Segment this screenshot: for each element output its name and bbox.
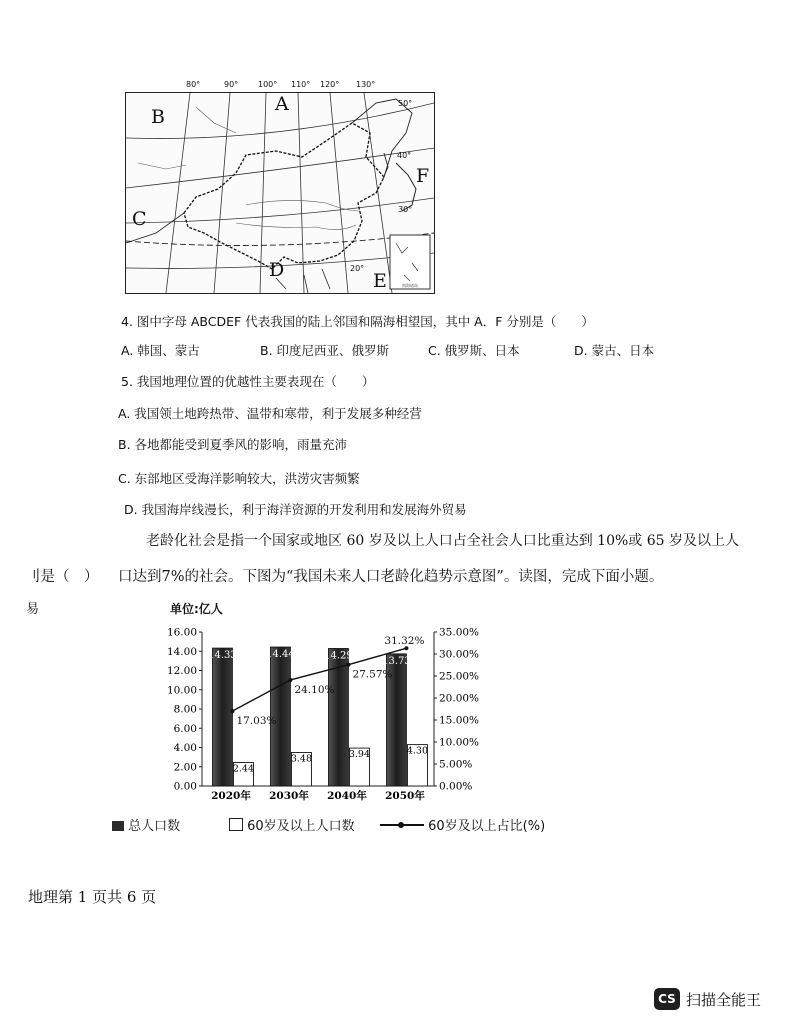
svg-text:南海诸岛: 南海诸岛 <box>402 283 418 288</box>
left-tick-label: 12.00 <box>166 665 197 677</box>
margin-mark: 易 <box>26 602 40 617</box>
question-4-options <box>121 341 654 359</box>
map-letter-b: B <box>151 106 165 128</box>
legend-elderly <box>229 815 355 834</box>
passage-line-2-left: 刂是（ ） <box>26 569 99 585</box>
bar-total-label: 14.29 <box>324 650 353 662</box>
ratio-point <box>230 709 234 713</box>
bar-elderly-label: 4.30 <box>406 745 429 757</box>
lon-label-80: 80° <box>186 80 201 89</box>
lat-label-40: 40° <box>397 151 412 160</box>
lon-label-110: 110° <box>291 80 311 89</box>
lat-label-30: 30° <box>398 205 413 214</box>
left-tick-label: 0.00 <box>173 780 197 793</box>
bar-total-population <box>212 648 232 786</box>
bar-total-label: 14.44 <box>266 649 295 661</box>
lon-label-90: 90° <box>224 80 239 89</box>
ratio-label: 27.57% <box>352 668 393 681</box>
passage-line-1: 老龄化社会是指一个国家或地区 60 岁及以上人口占全社会人口比重达到 10%或 65 岁及以上人 <box>146 533 739 549</box>
left-tick-label: 2.00 <box>173 761 197 774</box>
legend-ratio <box>380 815 545 834</box>
lat-label-20: 20° <box>350 264 365 273</box>
left-tick-label: 4.00 <box>173 742 197 754</box>
right-tick-label: 30.00% <box>439 648 480 661</box>
legend-swatch-elderly <box>229 818 243 831</box>
right-tick-label: 20.00% <box>439 692 480 705</box>
aging-trend-chart <box>165 620 495 810</box>
map-letter-d: D <box>269 259 285 281</box>
right-tick-label: 0.00% <box>439 780 473 793</box>
q5-option-b[interactable]: B. 各地都能受到夏季风的影响，雨量充沛 <box>118 437 348 452</box>
legend-marker <box>398 822 404 828</box>
right-tick-label: 5.00% <box>439 758 473 771</box>
lon-label-130: 130° <box>356 80 376 89</box>
x-tick-label: 2030年 <box>269 790 309 802</box>
x-tick-label: 2040年 <box>327 790 367 802</box>
right-tick-label: 10.00% <box>439 736 480 749</box>
ratio-label: 17.03% <box>236 715 277 728</box>
map-letter-f: F <box>416 165 430 187</box>
q4-option-d[interactable]: D. 蒙古、日本 <box>574 343 655 358</box>
q5-option-d[interactable]: D. 我国海岸线漫长，利于海洋资源的开发利用和发展海外贸易 <box>124 502 467 517</box>
bar-elderly-label: 3.94 <box>348 749 371 761</box>
q4-option-c[interactable]: C. 俄罗斯、日本 <box>428 343 520 358</box>
asia-map <box>125 92 435 294</box>
x-tick-label: 2050年 <box>385 790 425 802</box>
left-tick-label: 8.00 <box>173 703 197 716</box>
ratio-point <box>288 678 292 682</box>
question-4-stem: 4. 图中字母 ABCDEF 代表我国的陆上邻国和隔海相望国，其中 A．F 分别是（ ） <box>121 314 594 329</box>
ratio-label: 31.32% <box>384 635 425 648</box>
ratio-label: 24.10% <box>294 683 335 696</box>
question-5-stem: 5. 我国地理位置的优越性主要表现在（ ） <box>121 374 375 389</box>
q4-option-a[interactable]: A. 韩国、蒙古 <box>121 343 200 358</box>
lat-label-50: 50° <box>398 99 413 108</box>
map-letter-c: C <box>132 208 147 230</box>
left-tick-label: 10.00 <box>166 684 197 697</box>
map-letter-e: E <box>373 270 387 292</box>
bar-total-label: 14.33 <box>208 650 237 662</box>
left-tick-label: 16.00 <box>166 626 197 639</box>
lon-label-100: 100° <box>258 80 278 89</box>
legend-label-total: 总人口数 <box>128 819 181 834</box>
bar-elderly-label: 2.44 <box>232 763 255 775</box>
legend-label-elderly: 60岁及以上人口数 <box>247 819 355 834</box>
bar-total-label: 13.73 <box>382 655 411 667</box>
legend-label-ratio: 60岁及以上占比(%) <box>428 819 546 834</box>
watermark-app-name: 扫描全能王 <box>686 991 762 1009</box>
camscanner-logo-icon: CS <box>654 988 680 1010</box>
left-tick-label: 14.00 <box>166 645 197 658</box>
right-tick-label: 15.00% <box>439 714 480 727</box>
left-tick-label: 6.00 <box>173 722 197 735</box>
map-letter-a: A <box>275 93 289 115</box>
q5-option-c[interactable]: C. 东部地区受海洋影响较大，洪涝灾害频繁 <box>118 471 360 486</box>
right-tick-label: 25.00% <box>439 670 480 683</box>
passage-line-2: 口达到7%的社会。下图为“我国未来人口老龄化趋势示意图”。读图，完成下面小题。 <box>118 569 664 585</box>
bar-elderly-label: 3.48 <box>290 753 313 765</box>
q5-option-a[interactable]: A. 我国领土地跨热带、温带和寒带，利于发展多种经营 <box>118 406 422 421</box>
legend-swatch-ratio <box>380 824 424 826</box>
ratio-point <box>346 663 350 667</box>
legend-total <box>112 815 180 834</box>
legend-swatch-total <box>112 821 124 831</box>
x-tick-label: 2020年 <box>211 790 251 802</box>
page-footer: 地理第 1 页共 6 页 <box>28 888 157 906</box>
q4-option-b[interactable]: B. 印度尼西亚、俄罗斯 <box>260 343 390 358</box>
lon-label-120: 120° <box>320 80 340 89</box>
right-tick-label: 35.00% <box>439 626 480 639</box>
chart-unit-label: 单位:亿人 <box>170 602 223 616</box>
